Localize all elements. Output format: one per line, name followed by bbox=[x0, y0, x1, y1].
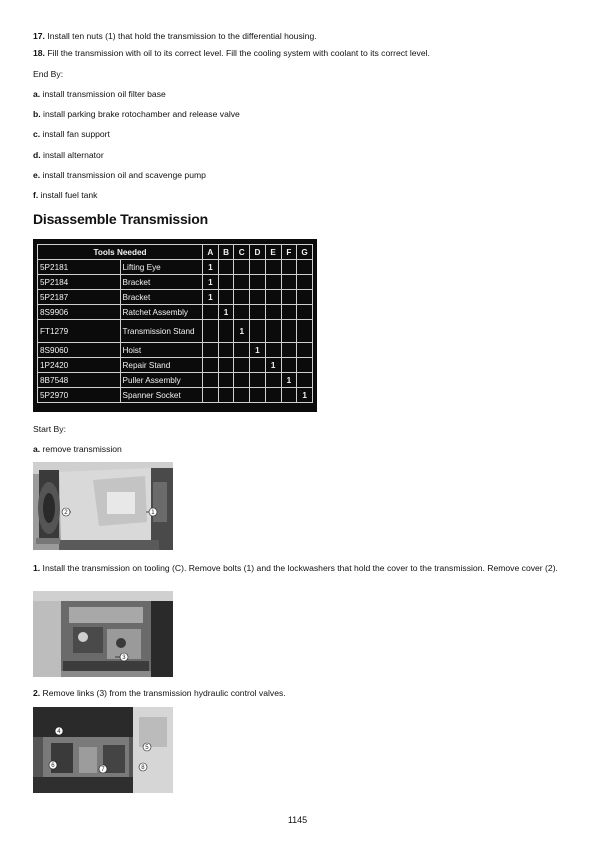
step-number: 2. bbox=[33, 688, 41, 698]
tool-qty-cell bbox=[250, 260, 266, 275]
item-letter: a. bbox=[33, 444, 41, 454]
tool-qty-cell bbox=[265, 320, 281, 343]
start-by-label: Start By: bbox=[33, 424, 66, 434]
end-by-item-a bbox=[33, 89, 563, 100]
tool-qty-cell bbox=[218, 343, 234, 358]
callout-label: 1 bbox=[151, 510, 155, 517]
item-letter: c. bbox=[33, 129, 41, 139]
col-header: D bbox=[250, 245, 266, 260]
tool-qty-cell bbox=[234, 388, 250, 403]
tool-qty-cell bbox=[250, 373, 266, 388]
tool-qty-cell bbox=[297, 290, 313, 305]
tool-row bbox=[38, 305, 313, 320]
tool-qty-cell bbox=[234, 343, 250, 358]
tool-qty-cell bbox=[218, 275, 234, 290]
step-text: Remove links (3) from the transmission hydraulic control valves. bbox=[40, 688, 286, 698]
tool-qty-cell bbox=[297, 358, 313, 373]
col-header: C bbox=[234, 245, 250, 260]
tool-qty-cell bbox=[281, 275, 297, 290]
tool-qty-cell bbox=[250, 358, 266, 373]
tool-qty-cell bbox=[297, 305, 313, 320]
item-text: install fuel tank bbox=[38, 190, 98, 200]
tool-qty-cell bbox=[250, 320, 266, 343]
tool-part-number: 1P2420 bbox=[38, 358, 121, 373]
section-title: Disassemble Transmission bbox=[33, 211, 208, 227]
tool-qty-cell bbox=[203, 343, 219, 358]
tool-qty-cell bbox=[218, 320, 234, 343]
tool-qty-cell: 1 bbox=[218, 305, 234, 320]
tool-row bbox=[38, 373, 313, 388]
tool-qty-cell bbox=[297, 343, 313, 358]
col-header: F bbox=[281, 245, 297, 260]
end-by-item-b bbox=[33, 109, 563, 120]
tool-name: Lifting Eye bbox=[120, 260, 203, 275]
item-letter: b. bbox=[33, 109, 41, 119]
tool-qty-cell: 1 bbox=[234, 320, 250, 343]
tool-qty-cell bbox=[265, 388, 281, 403]
item-letter: d. bbox=[33, 150, 41, 160]
tool-row bbox=[38, 388, 313, 403]
end-by-label: End By: bbox=[33, 69, 64, 79]
step-text: Fill the transmission with oil to its correct level. Fill the cooling system with coolant to its correct level. bbox=[44, 48, 430, 58]
step-1 bbox=[33, 563, 563, 574]
tool-qty-cell bbox=[281, 320, 297, 343]
tool-row bbox=[38, 320, 313, 343]
tool-qty-cell bbox=[265, 305, 281, 320]
tool-qty-cell bbox=[265, 275, 281, 290]
callout-label: 2 bbox=[64, 510, 68, 517]
start-by-item-a bbox=[33, 444, 563, 455]
tool-qty-cell: 1 bbox=[281, 373, 297, 388]
tool-qty-cell: 1 bbox=[203, 290, 219, 305]
tool-qty-cell bbox=[234, 373, 250, 388]
tools-body bbox=[38, 260, 313, 403]
callout-label: 6 bbox=[51, 763, 55, 770]
end-by-item-e bbox=[33, 170, 563, 181]
col-header: G bbox=[297, 245, 313, 260]
tools-needed-table bbox=[33, 239, 317, 412]
callout-label: 4 bbox=[57, 729, 61, 736]
tool-name: Bracket bbox=[120, 275, 203, 290]
col-header: A bbox=[203, 245, 219, 260]
end-by-item-d bbox=[33, 150, 563, 161]
callout-label: 8 bbox=[141, 765, 145, 772]
step-number: 17. bbox=[33, 31, 45, 41]
step-number: 1. bbox=[33, 563, 41, 573]
tool-qty-cell bbox=[265, 260, 281, 275]
step-number: 18. bbox=[33, 48, 45, 58]
callout-label: 5 bbox=[145, 745, 149, 752]
tool-part-number: FT1279 bbox=[38, 320, 121, 343]
item-text: install fan support bbox=[40, 129, 110, 139]
tools-header: Tools Needed bbox=[38, 245, 203, 260]
tool-part-number: 8S9906 bbox=[38, 305, 121, 320]
tool-qty-cell bbox=[234, 290, 250, 305]
tool-row bbox=[38, 275, 313, 290]
tool-qty-cell bbox=[218, 358, 234, 373]
tool-qty-cell bbox=[234, 275, 250, 290]
col-header: E bbox=[265, 245, 281, 260]
callout-label: 3 bbox=[122, 655, 126, 662]
tool-name: Bracket bbox=[120, 290, 203, 305]
tool-qty-cell bbox=[265, 373, 281, 388]
tool-qty-cell bbox=[281, 388, 297, 403]
tool-qty-cell bbox=[203, 358, 219, 373]
tool-qty-cell bbox=[250, 275, 266, 290]
tool-row bbox=[38, 260, 313, 275]
col-header: B bbox=[218, 245, 234, 260]
tool-qty-cell bbox=[203, 305, 219, 320]
item-text: install transmission oil and scavenge pump bbox=[40, 170, 206, 180]
tool-qty-cell: 1 bbox=[203, 260, 219, 275]
tool-qty-cell bbox=[234, 260, 250, 275]
tool-qty-cell bbox=[218, 373, 234, 388]
tool-part-number: 8S9060 bbox=[38, 343, 121, 358]
tool-part-number: 5P2181 bbox=[38, 260, 121, 275]
tool-row bbox=[38, 290, 313, 305]
tools-header-row bbox=[38, 245, 313, 260]
tool-qty-cell bbox=[281, 343, 297, 358]
tool-qty-cell bbox=[234, 305, 250, 320]
tool-name: Hoist bbox=[120, 343, 203, 358]
tool-row bbox=[38, 343, 313, 358]
tool-part-number: 5P2184 bbox=[38, 275, 121, 290]
tool-qty-cell bbox=[297, 320, 313, 343]
tool-name: Spanner Socket bbox=[120, 388, 203, 403]
tool-part-number: 8B7548 bbox=[38, 373, 121, 388]
tool-qty-cell bbox=[297, 275, 313, 290]
item-text: install transmission oil filter base bbox=[40, 89, 166, 99]
step-text: Install ten nuts (1) that hold the transmission to the differential housing. bbox=[44, 31, 317, 41]
item-text: install alternator bbox=[40, 150, 104, 160]
links-removal-photo bbox=[33, 707, 173, 793]
tool-name: Puller Assembly bbox=[120, 373, 203, 388]
tool-qty-cell bbox=[218, 290, 234, 305]
tool-qty-cell bbox=[265, 290, 281, 305]
tool-qty-cell bbox=[203, 373, 219, 388]
tool-qty-cell bbox=[265, 343, 281, 358]
tool-name: Transmission Stand bbox=[120, 320, 203, 343]
step-18 bbox=[33, 48, 563, 59]
control-valves-photo bbox=[33, 591, 173, 677]
callout-label: 7 bbox=[101, 767, 105, 774]
tool-qty-cell bbox=[203, 388, 219, 403]
item-letter: a. bbox=[33, 89, 41, 99]
step-text: Install the transmission on tooling (C). Remove bolts (1) and the lockwashers that hold the cover to the transmission. Remove cover (2). bbox=[40, 563, 558, 573]
tool-qty-cell bbox=[297, 373, 313, 388]
tool-name: Repair Stand bbox=[120, 358, 203, 373]
tool-name: Ratchet Assembly bbox=[120, 305, 203, 320]
end-by-item-f bbox=[33, 190, 563, 201]
tool-qty-cell bbox=[281, 358, 297, 373]
tool-qty-cell bbox=[203, 320, 219, 343]
tool-qty-cell: 1 bbox=[250, 343, 266, 358]
page-number: 1145 bbox=[287, 815, 308, 825]
tool-qty-cell: 1 bbox=[265, 358, 281, 373]
item-text: remove transmission bbox=[40, 444, 122, 454]
step-2 bbox=[33, 688, 563, 699]
tool-qty-cell bbox=[250, 290, 266, 305]
tool-qty-cell: 1 bbox=[297, 388, 313, 403]
tool-qty-cell: 1 bbox=[203, 275, 219, 290]
item-text: install parking brake rotochamber and release valve bbox=[40, 109, 240, 119]
tool-row bbox=[38, 358, 313, 373]
transmission-cover-photo bbox=[33, 462, 173, 550]
tool-qty-cell bbox=[281, 260, 297, 275]
item-letter: f. bbox=[33, 190, 39, 200]
tool-qty-cell bbox=[250, 388, 266, 403]
tool-qty-cell bbox=[218, 260, 234, 275]
tool-qty-cell bbox=[234, 358, 250, 373]
tool-qty-cell bbox=[250, 305, 266, 320]
tool-qty-cell bbox=[218, 388, 234, 403]
tool-qty-cell bbox=[297, 260, 313, 275]
tool-qty-cell bbox=[281, 305, 297, 320]
tool-part-number: 5P2970 bbox=[38, 388, 121, 403]
tool-part-number: 5P2187 bbox=[38, 290, 121, 305]
end-by-item-c bbox=[33, 129, 563, 140]
tool-qty-cell bbox=[281, 290, 297, 305]
step-17 bbox=[33, 31, 563, 42]
item-letter: e. bbox=[33, 170, 41, 180]
